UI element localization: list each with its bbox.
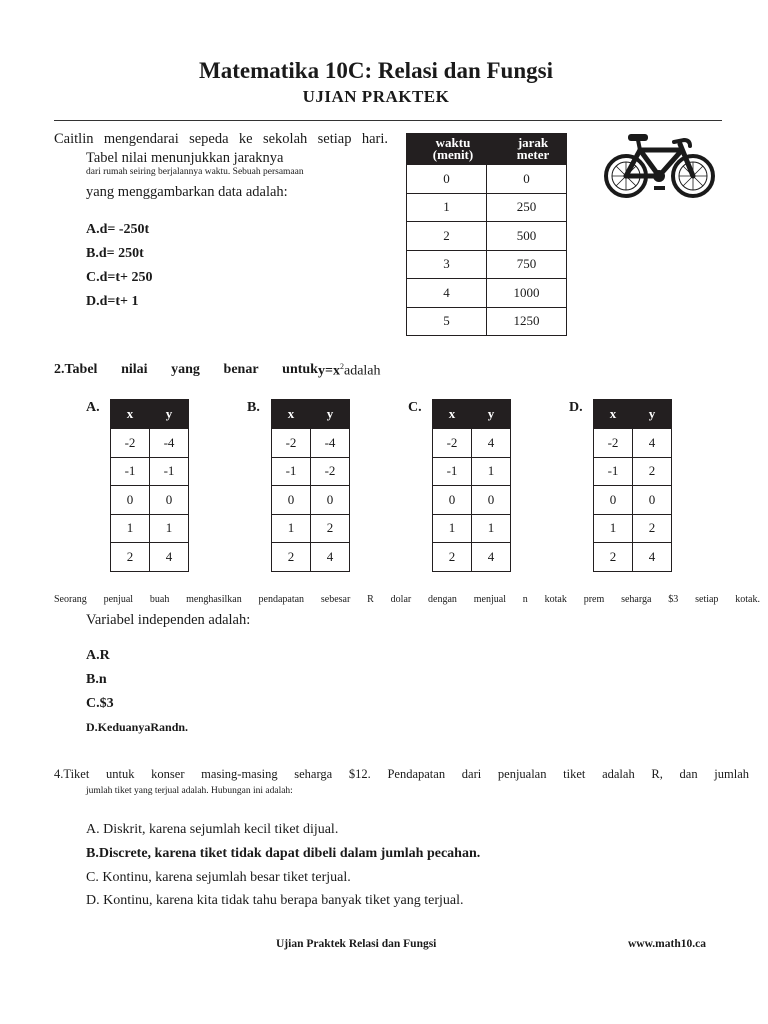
table-row [594, 486, 672, 515]
table-cell: 0 [407, 165, 487, 194]
table-cell: 2 [633, 457, 672, 486]
table-cell: -4 [150, 429, 189, 458]
table-row [272, 543, 350, 572]
q2-word: 2.Tabel [54, 362, 98, 377]
table-row [433, 543, 511, 572]
table-row [272, 429, 350, 458]
table-cell: -2 [272, 429, 311, 458]
q2-word: benar [223, 362, 259, 377]
q2-table-a [110, 399, 189, 572]
q2-label-b: B. [247, 400, 260, 415]
table-row [407, 250, 567, 279]
table-cell: 1 [594, 514, 633, 543]
q4-option-c: C. Kontinu, karena sejumlah besar tiket terjual. [86, 870, 351, 885]
table-cell: 0 [111, 486, 150, 515]
table-cell: -2 [111, 429, 150, 458]
table-cell: -2 [433, 429, 472, 458]
table-cell: -2 [311, 457, 350, 486]
table-row [111, 486, 189, 515]
q1-option-c: C.d=t+ 250 [86, 270, 153, 285]
table-cell: 0 [594, 486, 633, 515]
q1-option-a: A.d= -250t [86, 222, 150, 237]
table-cell: 750 [487, 250, 567, 279]
q1-option-d: D.d=t+ 1 [86, 294, 139, 309]
q1-line1: Caitlin mengendarai sepeda ke sekolah setiap hari. [54, 131, 388, 147]
table-row [407, 279, 567, 308]
table-row [407, 307, 567, 336]
q2-equation: $y=x^2adalah$ [318, 362, 381, 379]
q2-table-b [271, 399, 350, 572]
table-row [272, 486, 350, 515]
q4-option-d: D. Kontinu, karena kita tidak tahu berapa banyak tiket yang terjual. [86, 893, 464, 908]
table-cell: 250 [487, 193, 567, 222]
footer-url[interactable]: www.math10.ca [628, 938, 706, 950]
table-cell: 2 [633, 514, 672, 543]
table-cell: 1 [272, 514, 311, 543]
q3-option-d: D.KeduanyaRandn. [86, 720, 189, 734]
table-cell: 2 [311, 514, 350, 543]
table-cell: 4 [472, 429, 511, 458]
page-subtitle: UJIAN PRAKTEK [302, 87, 450, 106]
table-cell: 1 [472, 457, 511, 486]
table-cell: -1 [150, 457, 189, 486]
table-cell: 3 [407, 250, 487, 279]
table-cell: 1 [407, 193, 487, 222]
q1-line4: yang menggambarkan data adalah: [86, 184, 288, 200]
table-cell: 0 [150, 486, 189, 515]
table-cell: 1 [433, 514, 472, 543]
table-row [407, 165, 567, 194]
table-cell: -1 [111, 457, 150, 486]
q3-option-c: C.$3 [86, 696, 114, 711]
table-row [272, 514, 350, 543]
table-header: x [272, 400, 311, 429]
table-row [594, 543, 672, 572]
table-cell: 2 [111, 543, 150, 572]
table-cell: 4 [633, 429, 672, 458]
table-row [594, 514, 672, 543]
table-row [433, 486, 511, 515]
table-cell: 4 [633, 543, 672, 572]
q3-option-a: A.R [86, 648, 110, 663]
table-cell: 2 [272, 543, 311, 572]
table-cell: 4 [472, 543, 511, 572]
bicycle-icon [604, 130, 716, 200]
q1-header-time: waktu (menit) [407, 134, 487, 165]
table-cell: 4 [407, 279, 487, 308]
table-header: x [433, 400, 472, 429]
table-row [433, 457, 511, 486]
q1-line3: dari rumah seiring berjalannya waktu. Sebuah persamaan [86, 167, 304, 177]
table-cell: 1250 [487, 307, 567, 336]
table-row [407, 222, 567, 251]
q4-option-b: B.Discrete, karena tiket tidak dapat dibeli dalam jumlah pecahan. [86, 846, 481, 861]
table-header: y [472, 400, 511, 429]
q2-prompt [54, 362, 318, 378]
q2-label-a: A. [86, 400, 100, 415]
q2-word: untuk [282, 362, 318, 377]
table-header: x [594, 400, 633, 429]
table-header: y [633, 400, 672, 429]
q2-label-c: C. [408, 400, 422, 415]
table-row [433, 429, 511, 458]
q2-word: yang [171, 362, 200, 377]
q2-word: nilai [121, 362, 148, 377]
table-cell: 500 [487, 222, 567, 251]
table-header: x [111, 400, 150, 429]
page-title: Matematika 10C: Relasi dan Fungsi [199, 58, 553, 83]
table-row [272, 457, 350, 486]
table-cell: 0 [487, 165, 567, 194]
table-cell: 0 [272, 486, 311, 515]
q1-data-table [406, 133, 567, 336]
table-cell: -4 [311, 429, 350, 458]
q4-line2: jumlah tiket yang terjual adalah. Hubungan ini adalah: [86, 786, 293, 796]
table-cell: 5 [407, 307, 487, 336]
q3-line1: Seorang penjual buah menghasilkan pendapatan sebesar R dolar dengan menjual n kotak prem seharga $3 setiap kotak. [54, 594, 760, 605]
table-row [111, 429, 189, 458]
q2-label-d: D. [569, 400, 583, 415]
table-cell: 0 [633, 486, 672, 515]
q1-option-b: B.d= 250t [86, 246, 144, 261]
footer-title: Ujian Praktek Relasi dan Fungsi [276, 938, 437, 950]
header-divider [54, 120, 722, 121]
table-row [594, 429, 672, 458]
q4-option-a: A. Diskrit, karena sejumlah kecil tiket dijual. [86, 822, 339, 837]
q3-line2: Variabel independen adalah: [86, 612, 251, 628]
table-cell: 1 [472, 514, 511, 543]
table-header: y [311, 400, 350, 429]
table-cell: 2 [594, 543, 633, 572]
q1-header-distance: jarak meter [487, 134, 567, 165]
table-cell: -1 [272, 457, 311, 486]
q2-table-c [432, 399, 511, 572]
q4-line1: 4.Tiket untuk konser masing-masing seharga $12. Pendapatan dari penjualan tiket adalah R, dan jumlah [54, 767, 749, 781]
table-cell: 0 [433, 486, 472, 515]
table-row [407, 193, 567, 222]
table-row [594, 457, 672, 486]
q3-option-b: B.n [86, 672, 107, 687]
table-cell: 0 [311, 486, 350, 515]
table-row [433, 514, 511, 543]
table-cell: -2 [594, 429, 633, 458]
table-header: y [150, 400, 189, 429]
table-cell: 0 [472, 486, 511, 515]
table-cell: 2 [433, 543, 472, 572]
table-row [111, 543, 189, 572]
table-cell: 4 [311, 543, 350, 572]
table-row [111, 457, 189, 486]
q2-table-d [593, 399, 672, 572]
table-cell: -1 [433, 457, 472, 486]
q1-line2: Tabel nilai menunjukkan jaraknya [86, 150, 284, 166]
table-cell: 1000 [487, 279, 567, 308]
table-cell: 2 [407, 222, 487, 251]
table-row [111, 514, 189, 543]
table-cell: -1 [594, 457, 633, 486]
table-cell: 1 [150, 514, 189, 543]
table-cell: 1 [111, 514, 150, 543]
table-cell: 4 [150, 543, 189, 572]
